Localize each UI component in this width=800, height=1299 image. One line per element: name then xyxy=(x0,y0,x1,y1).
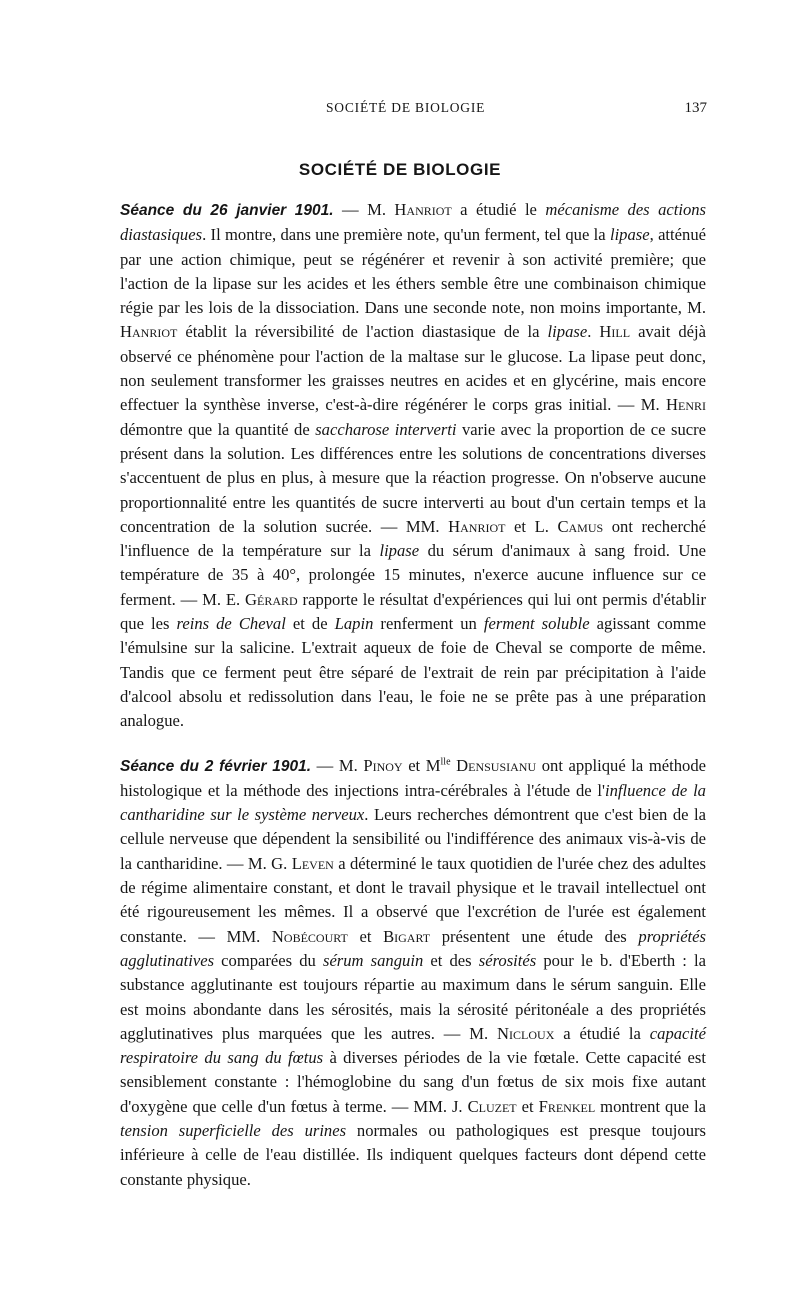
author-name: Gérard xyxy=(245,589,298,609)
text-run: et L. xyxy=(505,516,558,536)
text-run: , atténué par une action chimique, peut se régénérer et revenir à son activité première; que l'action de la lipase sur les acides et les éthers semble être une combinaison chimique régie par les lois de la dissociation. Dans une seconde note, non moins importante, M. xyxy=(120,225,706,318)
text-run: et des xyxy=(423,950,479,970)
author-name: Hanriot xyxy=(120,322,178,342)
author-name: Nobécourt xyxy=(271,926,348,946)
author-name: Cluzet xyxy=(467,1096,517,1116)
text-run: a étudié le xyxy=(451,200,546,219)
author-name: Hanriot xyxy=(448,516,506,536)
text-run: et M xyxy=(402,755,441,775)
text-run: varie avec la proportion de ce sucre présent dans la solution. Les différences entre les solutions de concentrations diverses s'accentuent de plus en plus, à mesure que la réaction progresse. On n'observe aucune proportionnalité entre les quantités de sucre interverti au bout d'un certain temps et la concentration de la solution sucrée. — MM. xyxy=(120,419,706,536)
author-name: Nicloux xyxy=(497,1023,555,1043)
text-run: pour le b. d'Eberth : la substance agglutinante est toujours répartie au maximum dans le sérum sanguin. Elle est moins abondante dans les sérosités, mais la sérosité péritonéale a des propriétés agglutinatives plus marquées que les autres. — M. xyxy=(120,950,707,1043)
italic-term: mécanisme des actions diastasiques xyxy=(120,200,707,245)
text-run: avait déjà observé ce phénomène pour l'action de la maltase sur le glucose. La lipase peut donc, non seulement transformer les graisses neutres en acides et en glycérine, mais encore effectuer la synthèse inverse, c'est-à-dire régénérer le corps gras initial. — M. xyxy=(120,322,706,415)
italic-term: tension superficielle des urines xyxy=(120,1120,347,1140)
text-run: montrent que la xyxy=(595,1096,706,1116)
text-run: et de xyxy=(285,614,335,634)
text-run: agissant comme l'émulsine sur la salicine. L'extrait aqueux de foie de Cheval se comporte de même. Tandis que ce ferment peut être séparé de l'extrait de rein par précipitation à l'aide d'alcool absolu et redissolution dans l'eau, le foie ne se prête pas à une préparation analogue. xyxy=(120,614,706,731)
author-name: Pinoy xyxy=(363,755,403,775)
italic-term: sérosités xyxy=(478,950,537,970)
author-name: Hill xyxy=(599,322,631,342)
text-run: normales ou pathologiques est presque toujours inférieure à celle de l'eau distillée. Ils indiquent quelques facteurs dont dépend cette constante physique. xyxy=(120,1120,706,1189)
italic-term: capacité respiratoire du sang du fœtus xyxy=(120,1023,706,1068)
text-run: démontre que la quantité de xyxy=(120,419,316,439)
text-run: et xyxy=(347,926,384,946)
italic-term: lipase xyxy=(547,322,588,342)
text-run: du sérum d'animaux à sang froid. Une température de 35 à 40°, prolongée 15 minutes, n'exerce aucune influence sur ce ferment. — M. E. xyxy=(120,541,706,609)
text-run: . xyxy=(587,322,600,342)
text-run: et xyxy=(516,1096,539,1116)
text-run: — M. xyxy=(333,200,395,219)
text-run: à diverses périodes de la vie fœtale. Cette capacité est sensiblement constante : l'hémoglobine du sang d'un fœtus de six mois fixe autant d'oxygène que celle d'un fœtus à terme. — MM. J. xyxy=(120,1048,706,1116)
author-name: Henri xyxy=(666,395,706,415)
author-name: Densusianu xyxy=(456,755,537,775)
text-run: . Il montre, dans une première note, qu'un ferment, tel que la xyxy=(202,225,610,245)
author-name: Hanriot xyxy=(394,200,452,219)
italic-term: reins de Cheval xyxy=(176,614,286,634)
seance-heading: Séance du 26 janvier 1901. xyxy=(120,202,334,219)
text-run: renferment un xyxy=(373,614,484,634)
seance-heading: Séance du 2 février 1901. xyxy=(120,757,312,775)
italic-term: ferment soluble xyxy=(483,614,590,634)
seance-paragraph-2 xyxy=(120,754,706,1192)
body-text xyxy=(120,198,706,1192)
text-run: présentent une étude des xyxy=(430,926,639,946)
author-name: Camus xyxy=(557,516,604,536)
text-run: a étudié la xyxy=(554,1023,650,1043)
author-name: Bigart xyxy=(383,926,431,946)
running-title: SOCIÉTÉ DE BIOLOGIE xyxy=(326,100,486,115)
text-run: rapporte le résultat d'expériences qui lui ont permis d'établir que les xyxy=(120,589,707,634)
section-title: SOCIÉTÉ DE BIOLOGIE xyxy=(298,160,502,179)
italic-term: sérum sanguin xyxy=(322,950,424,970)
italic-term: lipase xyxy=(379,541,420,561)
text-run: a déterminé le taux quotidien de l'urée chez des adultes de régime alimentaire constant, et dont le travail physique et le travail intellectuel ont été rigoureusement les mêmes. Il a observé que l'excrétion de l'urée est également constante. — MM. xyxy=(120,853,706,946)
italic-term: Lapin xyxy=(334,614,374,634)
italic-term: propriétés agglutinatives xyxy=(120,926,706,970)
page-number: 137 xyxy=(684,100,707,116)
author-name: Frenkel xyxy=(538,1096,596,1116)
italic-term: influence de la cantharidine sur le système nerveux xyxy=(120,780,706,825)
running-head xyxy=(0,100,800,122)
author-name: Leven xyxy=(291,853,334,873)
superscript: lle xyxy=(440,756,451,767)
text-run: . Leurs recherches démontrent que c'est bien de la cellule nerveuse que dépendent la sensibilité ou l'indifférence des animaux vis-à-vis de la cantharidine. — M. G. xyxy=(120,805,706,873)
text-run: comparées du xyxy=(214,950,323,970)
italic-term: lipase xyxy=(609,225,650,245)
italic-term: saccharose interverti xyxy=(315,419,457,439)
seance-paragraph-1 xyxy=(120,198,706,734)
text-run: établit la réversibilité de l'action diastasique de la xyxy=(177,322,548,342)
text-run: ont recherché l'influence de la température sur la xyxy=(120,516,706,561)
text-run: — M. xyxy=(311,755,364,775)
text-run: ont appliqué la méthode histologique et la méthode des injections intra-cérébrales à l'étude de l' xyxy=(120,755,706,800)
